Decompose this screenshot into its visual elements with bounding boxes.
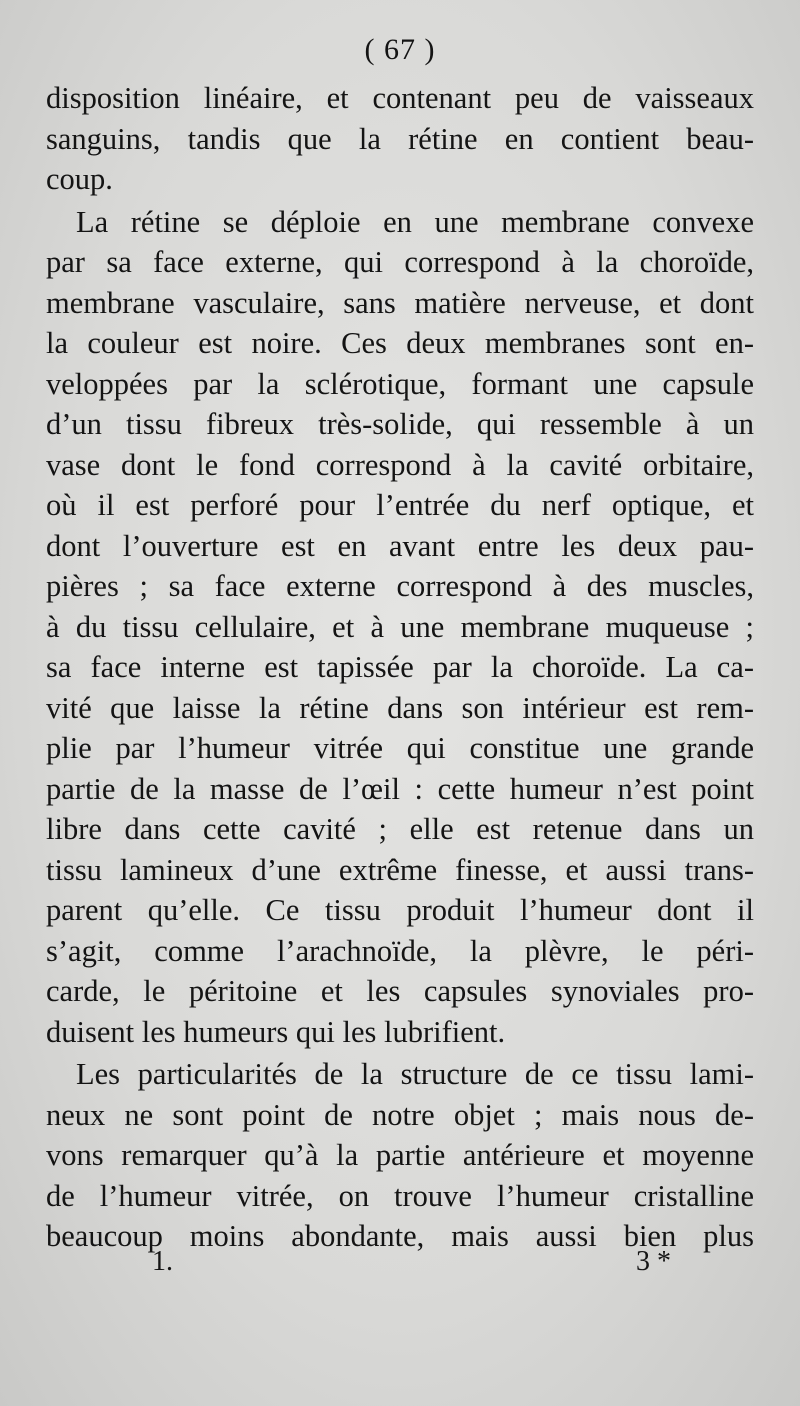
text-line: vase dont le fond correspond à la cavité orbitaire, [46, 447, 754, 482]
text-line: plie par l’humeur vitrée qui constitue une grande [46, 731, 754, 765]
text-line: duisent les humeurs qui les lubrifient. [46, 1014, 506, 1049]
text-line: libre dans cette cavité ; elle est retenue dans un [46, 812, 754, 846]
text-line: disposition linéaire, et contenant peu de vaisseaux [46, 81, 754, 115]
text-line: à du tissu cellulaire, et à une membrane muqueuse ; [46, 609, 754, 644]
text-line: pières ; sa face externe correspond à des muscles, [46, 569, 754, 603]
text-line: veloppées par la sclérotique, formant une capsule [46, 366, 754, 401]
text-line: sa face interne est tapissée par la choroïde. La ca- [46, 650, 754, 684]
text-line: neux ne sont point de notre objet ; mais nous de- [46, 1097, 754, 1132]
text-line: où il est perforé pour l’entrée du nerf optique, et [46, 488, 754, 522]
body-text [46, 78, 754, 1257]
signature-mark-right: 3 * [636, 1246, 671, 1277]
text-line: beaucoup moins abondante, mais aussi bien plus [46, 1219, 754, 1253]
paragraph-first-line: La rétine se déploie en une membrane convexe [76, 204, 754, 239]
text-line: membrane vasculaire, sans matière nerveuse, et dont [46, 285, 754, 320]
text-line: coup. [46, 162, 113, 196]
text-line: sanguins, tandis que la rétine en contient beau- [46, 121, 754, 156]
text-line: vité que laisse la rétine dans son intérieur est rem- [46, 690, 754, 725]
text-line: d’un tissu fibreux très-solide, qui ressemble à un [46, 407, 754, 441]
text-line: carde, le péritoine et les capsules synoviales pro- [46, 974, 754, 1008]
text-line: partie de la masse de l’œil : cette humeur n’est point [46, 771, 754, 806]
text-line: s’agit, comme l’arachnoïde, la plèvre, le péri- [46, 933, 754, 968]
page-number: ( 67 ) [364, 33, 436, 66]
text-line: vons remarquer qu’à la partie antérieure et moyenne [46, 1138, 754, 1172]
signature-mark-left: 1. [152, 1246, 173, 1277]
text-line: par sa face externe, qui correspond à la choroïde, [46, 245, 754, 279]
paragraph-first-line: Les particularités de la structure de ce tissu lami- [76, 1057, 754, 1091]
text-line: tissu lamineux d’une extrême finesse, et aussi trans- [46, 852, 754, 887]
text-line: dont l’ouverture est en avant entre les deux pau- [46, 528, 754, 563]
text-line: la couleur est noire. Ces deux membranes sont en- [46, 326, 754, 360]
text-line: parent qu’elle. Ce tissu produit l’humeur dont il [46, 893, 754, 927]
text-line: de l’humeur vitrée, on trouve l’humeur cristalline [46, 1178, 754, 1213]
page-footer [0, 1242, 800, 1282]
